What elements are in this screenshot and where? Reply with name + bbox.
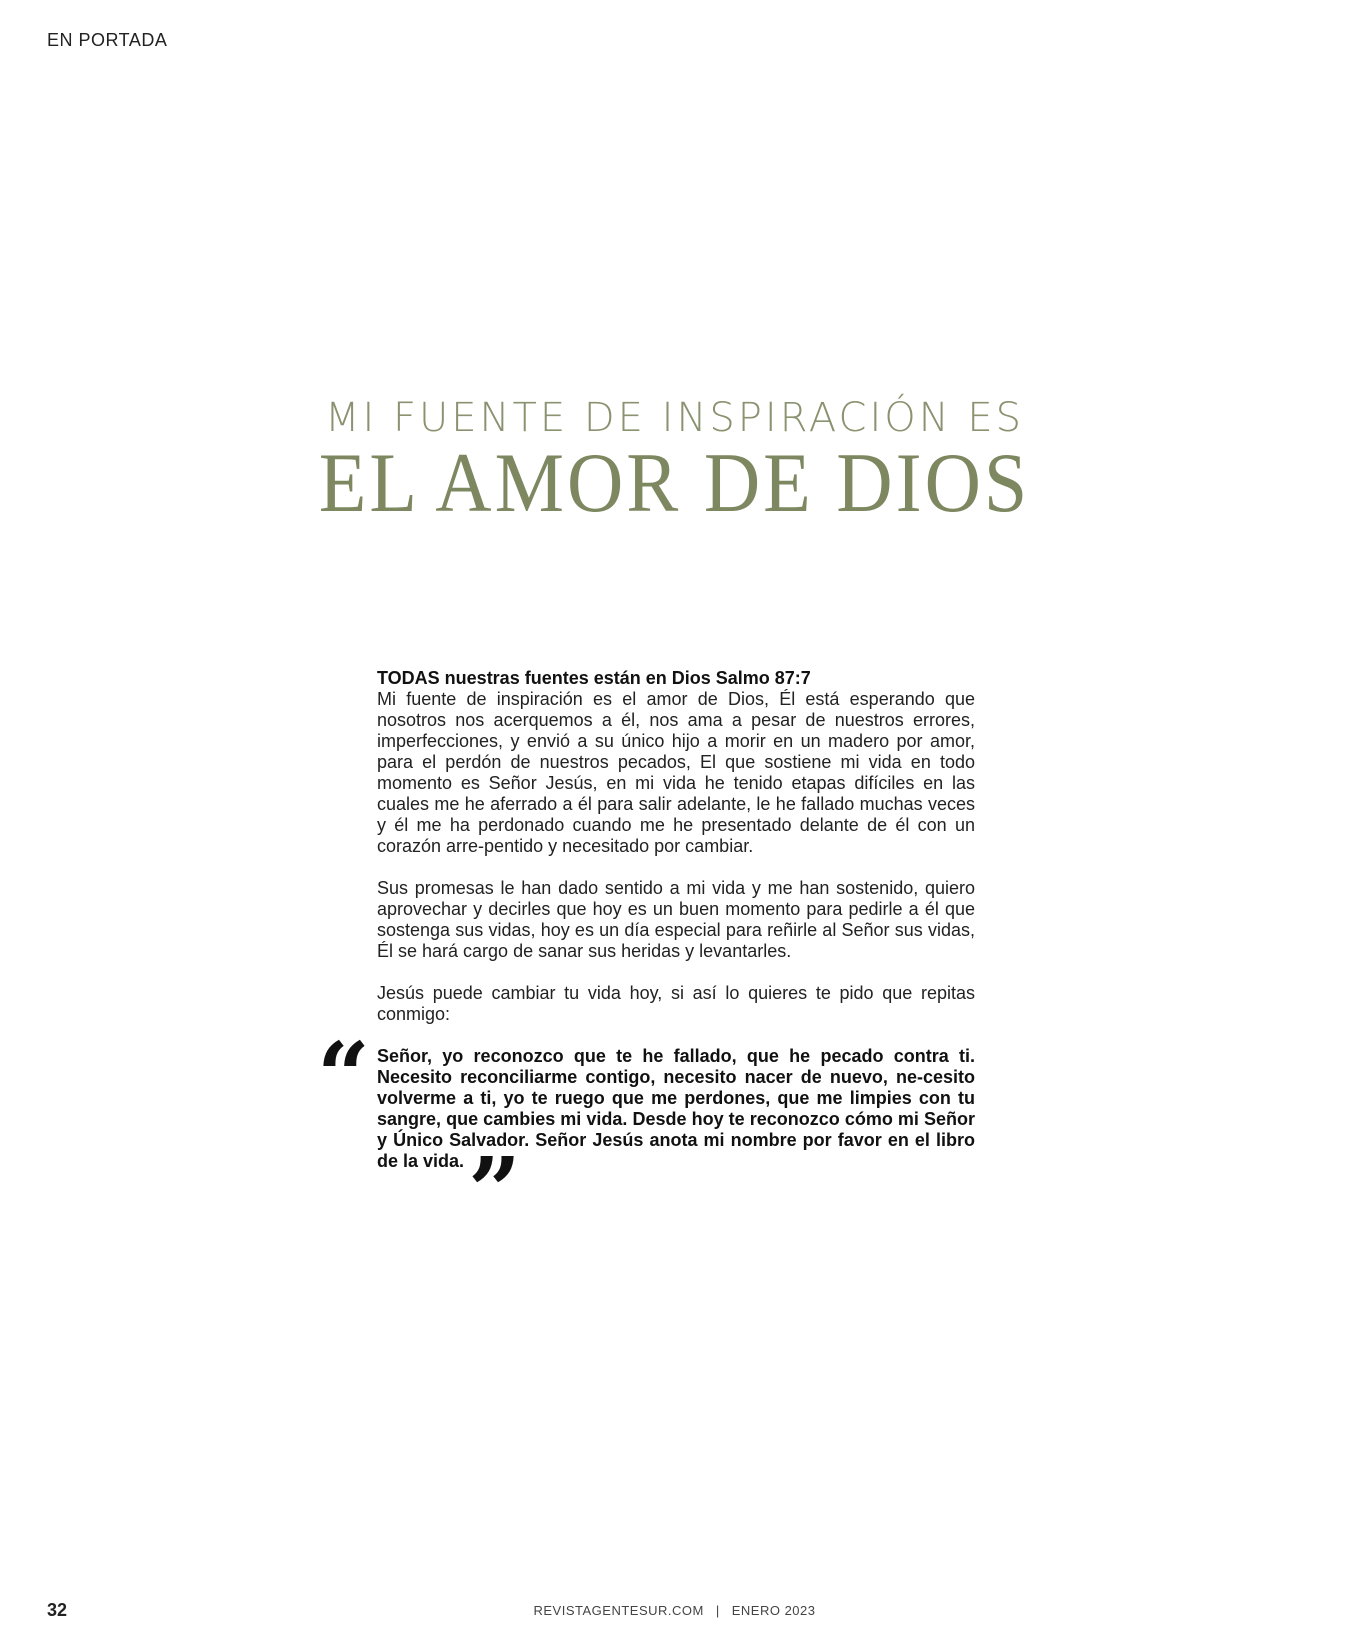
section-label: EN PORTADA [47, 30, 168, 50]
footer-website: REVISTAGENTESUR.COM [533, 1603, 704, 1618]
article-lead: TODAS nuestras fuentes están en Dios Salmo 87:7 [377, 668, 811, 688]
title-line-2: EL AMOR DE DIOS [318, 435, 1031, 530]
prayer-quote-text: Señor, yo reconozco que te he fallado, que he pecado contra ti. Necesito reconciliarme contigo, necesito nacer de nuevo, ne-cesito volverme a ti, yo te ruego que me perdones, que me limpies con tu sangre, que cambies mi vida. Desde hoy te reconozco cómo mi Señor y Único Salvador. Señor Jesús anota mi nombre por favor en el libro de la vida. [377, 1046, 975, 1171]
article-paragraph-2: Sus promesas le han dado sentido a mi vida y me han sostenido, quiero aprovechar y decirles que hoy es un buen momento para pedirle a él que sostenga sus vidas, hoy es un día especial para reñirle al Señor sus vidas, Él se hará cargo de sanar sus heridas y levantarles. [377, 878, 975, 961]
article-body [317, 668, 975, 1245]
page-number: 32 [47, 1600, 68, 1620]
article-paragraph-3: Jesús puede cambiar tu vida hoy, si así lo quieres te pido que repitas conmigo: [377, 983, 975, 1024]
article-paragraph-1: Mi fuente de inspiración es el amor de Dios, Él está esperando que nosotros nos acerquemos a él, nos ama a pesar de nuestros errores, imperfecciones, y envió a su único hijo a morir en un madero por amor, para el perdón de nuestros pecados, El que sostiene mi vida en todo momento es Señor Jesús, en mi vida he tenido etapas difíciles en las cuales me he aferrado a él para salir adelante, le he fallado muchas veces y él me ha perdonado cuando me he presentado delante de él con un corazón arre-pentido y necesitado por cambiar. [377, 689, 975, 856]
prayer-quote: “ Señor, yo reconozco que te he fallado, que he pecado contra ti. Necesito reconciliarme contigo, necesito nacer de nuevo, ne-cesito volverme a ti, yo te ruego que me perdones, que me limpies con tu sangre, que cambies mi vida. Desde hoy te reconozco cómo mi Señor y Único Salvador. Señor Jesús anota mi nombre por favor en el libro de la vida.” [317, 1022, 975, 1245]
open-quote-icon: “ [317, 1022, 370, 1130]
footer-meta [0, 1603, 1349, 1618]
footer-separator: | [715, 1603, 720, 1618]
article-title [0, 395, 1349, 530]
title-line-1: MI FUENTE DE INSPIRACIÓN ES [324, 395, 1025, 441]
footer-issue: ENERO 2023 [731, 1603, 816, 1618]
